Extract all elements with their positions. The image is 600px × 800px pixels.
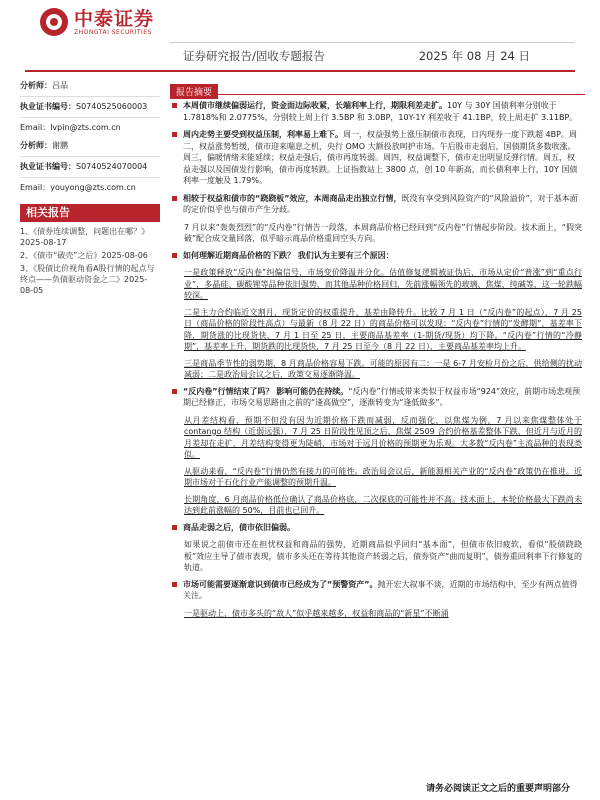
analyst-block: 分析师：吕品 执业证书编号：S0740525060003 Email：lvpin@zts.com.cn	[20, 80, 160, 134]
bullet-point: 本周债市继续偏弱运行，资金面边际收紧，长端利率上行，期限利差走扩。10Y 与 30Y 国债利率分别收于 1.7818%和 2.0775%，分别较上周上行 3.5BP 和 3.0BP，10Y-1Y 利差收于 41.1BP，较上周走扩 3.11BP。	[172, 100, 582, 123]
analyst-name: 吕品	[52, 81, 68, 90]
reason-paragraph: 二是主力合约临近交割月，现货定价的权重提升，基差由降转升。比较 7 月 1 日（“反内卷”的起点），7 月 25 日（商品价格的阶段性高点）与最新（8 月 22 日）的商品价格可以发现：“反内卷”行情的“发酵期”，基差率下降，期货涨的比现货快，7 月 1 日至 25 日，主要商品基差率（1-期货/现货）均下降。“反内卷”行情的“冷静期”，基差率上升，期货跌的比现货快，7 月 25 日至今（8 月 22 日），主要商品基差率均上升。	[184, 307, 582, 351]
bullet-point: 市场可能需要逐渐意识到债市已经成为了“预警资产”。抛开宏大叙事不谈，近期的市场结构中，至少有两点值得关注。	[172, 579, 582, 602]
paragraph: 从驱动来看，“反内卷”行情仍然有接力的可能性。政治局会议后，新能源相关产业的“反内卷”政策仍在推进。近期市场对于石化行业产能调整的预期升温。	[184, 466, 582, 487]
bullet-square-icon	[172, 132, 177, 137]
paragraph: 从月差结构看，预期不但没有因为近期价格下跌而减弱，反而强化，以焦煤为例，7 月以来焦煤整体处于 contango 结构（近弱远强），7 月 25 日阶段性见顶之后，焦煤 2509 合约价格基差整体下跌，但近月与近月的月差却在走扩，月差结构变得更为陡峭，市场对于远月价格的预期更为乐观。大多数“反内卷”主流品种的表现类似。	[184, 415, 582, 459]
bullet-point: 周内走势主要受到权益压制，利率易上难下。周一，权益强势上涨压制债市表现，日内现券一度下跌超 4BP。周二，权益涨势暂缓，债市迎来喘息之机，央行 OMO 大额投放呵护市场。午后股市走弱后，国债期货多数收涨。周三，偏暖情绪未能延续；权益走强后，债市再度转弱。周四，权益调整下，债市走出明显反弹行情。周五，权益走强以及国债发行影响，债市再度转跌。上证指数站上 3800 点，创 10 年新高，而长债利率上行，10Y 国债利率一度触及 1.79%。	[172, 129, 582, 187]
summary-label: 报告摘要	[170, 80, 585, 95]
logo-mark-icon	[40, 8, 68, 36]
analyst-cert: S0740524070004	[76, 162, 148, 171]
bullet-square-icon	[172, 389, 177, 394]
header-divider	[170, 42, 575, 43]
sidebar	[20, 80, 160, 298]
header-red-rule	[25, 70, 575, 72]
report-date: 2025 年 08 月 24 日	[418, 49, 530, 63]
bullet-point: “反内卷”行情结束了吗？ 影响可能仍在持续。“反内卷”行情或带来类似于权益市场“924”效应，前期市场悲观预期已经修正，市场交易思路由之前的“逢高做空”，逐渐转变为“逢低做多”。	[172, 386, 582, 409]
analyst-block: 分析师：谢鹏 执业证书编号：S0740524070004 Email：youyong@zts.com.cn	[20, 140, 160, 194]
analyst-name: 谢鹏	[52, 141, 68, 150]
reason-paragraph: 一是政策释放“反内卷”纠偏信号，市场变价降温并分化。估值修复逻辑被证伪后，市场从定价“普涨”到“重点行业”，多晶硅、碳酸锂等品种依旧强势，而其他品种价格回归，先前涨幅领先的玻璃、焦煤、纯碱等，这一轮跌幅较深。	[184, 268, 582, 300]
logo-en: ZHONGTAI SECURITIES	[74, 28, 152, 36]
bullet-square-icon	[172, 103, 177, 108]
analyst-email[interactable]: youyong@zts.com.cn	[50, 183, 136, 192]
disclaimer-footer: 请务必阅读正文之后的重要声明部分	[425, 784, 570, 794]
reason-paragraph: 三是商品季节性的弱势期，8 月商品价格容易下跌。可能的原因有二：一是 6-7 月安检月份之后，供给侧的扰动减弱；二是政治局会议之后，政策交易逐渐降温。	[184, 358, 582, 379]
paragraph: 一是驱动上，债市多头的“敌人”似乎越来越多，权益和商品的“新星”不断涌	[184, 608, 449, 618]
bullet-square-icon	[172, 582, 177, 587]
related-report-item[interactable]: 2、《债市“破壳”之后》2025-08-06	[20, 251, 148, 260]
report-type: 证券研究报告/固收专题报告	[183, 49, 325, 63]
bullet-point: 商品走弱之后，债市依旧偏弱。	[172, 522, 582, 534]
report-body	[172, 100, 582, 624]
related-report-item[interactable]: 3、《股债比价视角看A股行情的起点与终点——负债驱动资金之二》2025-08-05	[20, 264, 155, 295]
analyst-email[interactable]: lvpin@zts.com.cn	[50, 123, 121, 132]
logo-cn: 中泰证券	[74, 7, 155, 30]
bullet-point: 如何理解近期商品价格的下跌？ 我们认为主要有三个原因：	[172, 250, 582, 262]
paragraph: 长期角度，6 月商品价格低位确认了商品价格底，二次探底的可能性并不高。技术面上，本轮价格最大下跌尚未达到此前涨幅的 50%，目前也已回升。	[184, 494, 582, 515]
bullet-square-icon	[172, 525, 177, 530]
related-report-item[interactable]: 1、《债券连续调整，问题出在哪？》2025-08-17	[20, 227, 150, 247]
paragraph: 7 月以来“轰轰烈烈”的“反内卷”行情告一段落，本周商品价格已经回到“反内卷”行情起步阶段。技术面上，“假突破”配合成交量回落，似乎暗示商品价格重回空头方向。	[184, 222, 582, 243]
bullet-square-icon	[172, 253, 177, 258]
related-reports-title: 相关报告	[20, 204, 160, 222]
paragraph: 如果说之前债市还在担忧权益和商品的强势，近期商品似乎回归“基本面”，但债市依旧疲软，看似“股债跷跷板”效应主导了债市表现，债市多头还在等待其他资产转弱之后，债券资产“曲而复明”，债券重回利率下行修复的轨道。	[184, 540, 582, 572]
company-logo	[40, 8, 154, 36]
analyst-cert: S0740525060003	[76, 102, 148, 111]
bullet-square-icon	[172, 196, 177, 201]
bullet-point: 相较于权益和债市的“跷跷板”效应，本周商品走出独立行情，既没有享受到风险资产的“风险溢价”，对于基本面的定价似乎也与债市产生分歧。	[172, 193, 582, 216]
related-reports-list	[20, 226, 160, 296]
